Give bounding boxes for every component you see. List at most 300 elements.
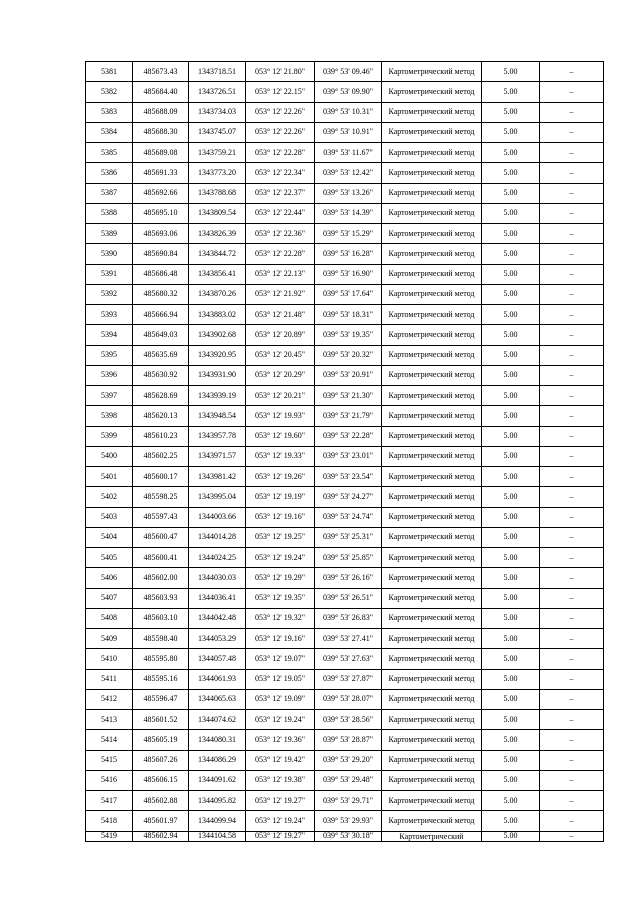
- x-coordinate-cell: 485691.33: [133, 163, 189, 183]
- longitude-cell: 039° 53' 29.20": [315, 750, 382, 770]
- longitude-cell: 039° 53' 23.01": [315, 446, 382, 466]
- precision-cell: 5.00: [482, 365, 540, 385]
- x-coordinate-cell: 485649.03: [133, 325, 189, 345]
- x-coordinate-cell: 485635.69: [133, 345, 189, 365]
- latitude-cell: 053° 12' 22.44": [246, 203, 315, 223]
- note-cell: –: [540, 467, 604, 487]
- precision-cell: 5.00: [482, 183, 540, 203]
- point-number-cell: 5400: [86, 446, 133, 466]
- y-coordinate-cell: 1343981.42: [189, 467, 246, 487]
- note-cell: –: [540, 82, 604, 102]
- note-cell: –: [540, 831, 604, 841]
- y-coordinate-cell: 1343809.54: [189, 203, 246, 223]
- latitude-cell: 053° 12' 22.37": [246, 183, 315, 203]
- precision-cell: 5.00: [482, 608, 540, 628]
- x-coordinate-cell: 485602.00: [133, 568, 189, 588]
- precision-cell: 5.00: [482, 143, 540, 163]
- longitude-cell: 039° 53' 12.42": [315, 163, 382, 183]
- latitude-cell: 053° 12' 19.35": [246, 588, 315, 608]
- method-cell: Картометрический метод: [382, 507, 482, 527]
- y-coordinate-cell: 1344003.66: [189, 507, 246, 527]
- method-cell: Картометрический метод: [382, 386, 482, 406]
- x-coordinate-cell: 485598.40: [133, 629, 189, 649]
- longitude-cell: 039° 53' 26.83": [315, 608, 382, 628]
- y-coordinate-cell: 1344036.41: [189, 588, 246, 608]
- precision-cell: 5.00: [482, 122, 540, 142]
- x-coordinate-cell: 485596.47: [133, 689, 189, 709]
- y-coordinate-cell: 1343948.54: [189, 406, 246, 426]
- longitude-cell: 039° 53' 20.91": [315, 365, 382, 385]
- y-coordinate-cell: 1343939.19: [189, 386, 246, 406]
- point-number-cell: 5406: [86, 568, 133, 588]
- longitude-cell: 039° 53' 16.28": [315, 244, 382, 264]
- method-cell: Картометрический метод: [382, 143, 482, 163]
- point-number-cell: 5402: [86, 487, 133, 507]
- note-cell: –: [540, 264, 604, 284]
- method-cell: Картометрический метод: [382, 203, 482, 223]
- y-coordinate-cell: 1344091.62: [189, 770, 246, 790]
- x-coordinate-cell: 485601.97: [133, 811, 189, 831]
- longitude-cell: 039° 53' 15.29": [315, 224, 382, 244]
- longitude-cell: 039° 53' 21.30": [315, 386, 382, 406]
- table-row: [86, 588, 604, 608]
- x-coordinate-cell: 485595.16: [133, 669, 189, 689]
- x-coordinate-cell: 485603.10: [133, 608, 189, 628]
- note-cell: –: [540, 730, 604, 750]
- y-coordinate-cell: 1343726.51: [189, 82, 246, 102]
- note-cell: –: [540, 406, 604, 426]
- point-number-cell: 5399: [86, 426, 133, 446]
- table-row: [86, 406, 604, 426]
- y-coordinate-cell: 1344065.63: [189, 689, 246, 709]
- latitude-cell: 053° 12' 21.80": [246, 62, 315, 82]
- longitude-cell: 039° 53' 28.56": [315, 710, 382, 730]
- method-cell: Картометрический метод: [382, 811, 482, 831]
- y-coordinate-cell: 1344024.25: [189, 548, 246, 568]
- table-row: [86, 386, 604, 406]
- table-row: [86, 649, 604, 669]
- y-coordinate-cell: 1344099.94: [189, 811, 246, 831]
- coordinates-table: [85, 61, 604, 842]
- point-number-cell: 5403: [86, 507, 133, 527]
- longitude-cell: 039° 53' 16.90": [315, 264, 382, 284]
- precision-cell: 5.00: [482, 568, 540, 588]
- precision-cell: 5.00: [482, 811, 540, 831]
- longitude-cell: 039° 53' 27.87": [315, 669, 382, 689]
- table-row: [86, 669, 604, 689]
- precision-cell: 5.00: [482, 244, 540, 264]
- latitude-cell: 053° 12' 19.24": [246, 811, 315, 831]
- longitude-cell: 039° 53' 26.51": [315, 588, 382, 608]
- y-coordinate-cell: 1343971.57: [189, 446, 246, 466]
- precision-cell: 5.00: [482, 649, 540, 669]
- latitude-cell: 053° 12' 22.26": [246, 122, 315, 142]
- x-coordinate-cell: 485605.19: [133, 730, 189, 750]
- note-cell: –: [540, 487, 604, 507]
- latitude-cell: 053° 12' 22.28": [246, 143, 315, 163]
- method-cell: Картометрический метод: [382, 406, 482, 426]
- y-coordinate-cell: 1344061.93: [189, 669, 246, 689]
- precision-cell: 5.00: [482, 386, 540, 406]
- latitude-cell: 053° 12' 20.89": [246, 325, 315, 345]
- table-row: [86, 244, 604, 264]
- note-cell: –: [540, 527, 604, 547]
- x-coordinate-cell: 485688.30: [133, 122, 189, 142]
- point-number-cell: 5415: [86, 750, 133, 770]
- longitude-cell: 039° 53' 17.64": [315, 284, 382, 304]
- method-cell: Картометрический метод: [382, 710, 482, 730]
- note-cell: –: [540, 426, 604, 446]
- precision-cell: 5.00: [482, 345, 540, 365]
- x-coordinate-cell: 485628.69: [133, 386, 189, 406]
- latitude-cell: 053° 12' 19.27": [246, 831, 315, 841]
- latitude-cell: 053° 12' 19.29": [246, 568, 315, 588]
- y-coordinate-cell: 1344074.62: [189, 710, 246, 730]
- longitude-cell: 039° 53' 28.87": [315, 730, 382, 750]
- longitude-cell: 039° 53' 30.18": [315, 831, 382, 841]
- precision-cell: 5.00: [482, 264, 540, 284]
- note-cell: –: [540, 750, 604, 770]
- method-cell: Картометрический: [382, 831, 482, 841]
- y-coordinate-cell: 1344057.48: [189, 649, 246, 669]
- note-cell: –: [540, 568, 604, 588]
- y-coordinate-cell: 1343844.72: [189, 244, 246, 264]
- latitude-cell: 053° 12' 19.32": [246, 608, 315, 628]
- table-row: [86, 791, 604, 811]
- method-cell: Картометрический метод: [382, 730, 482, 750]
- longitude-cell: 039° 53' 10.31": [315, 102, 382, 122]
- x-coordinate-cell: 485595.80: [133, 649, 189, 669]
- point-number-cell: 5388: [86, 203, 133, 223]
- y-coordinate-cell: 1344104.58: [189, 831, 246, 841]
- point-number-cell: 5381: [86, 62, 133, 82]
- x-coordinate-cell: 485602.25: [133, 446, 189, 466]
- table-row: [86, 163, 604, 183]
- table-row: [86, 325, 604, 345]
- x-coordinate-cell: 485606.15: [133, 770, 189, 790]
- latitude-cell: 053° 12' 22.26": [246, 102, 315, 122]
- table-row: [86, 750, 604, 770]
- table-row: [86, 426, 604, 446]
- point-number-cell: 5417: [86, 791, 133, 811]
- y-coordinate-cell: 1343902.68: [189, 325, 246, 345]
- note-cell: –: [540, 224, 604, 244]
- y-coordinate-cell: 1344030.03: [189, 568, 246, 588]
- table-row: [86, 62, 604, 82]
- note-cell: –: [540, 649, 604, 669]
- x-coordinate-cell: 485597.43: [133, 507, 189, 527]
- note-cell: –: [540, 365, 604, 385]
- method-cell: Картометрический метод: [382, 629, 482, 649]
- method-cell: Картометрический метод: [382, 305, 482, 325]
- latitude-cell: 053° 12' 19.07": [246, 649, 315, 669]
- point-number-cell: 5394: [86, 325, 133, 345]
- precision-cell: 5.00: [482, 284, 540, 304]
- longitude-cell: 039° 53' 24.74": [315, 507, 382, 527]
- longitude-cell: 039° 53' 29.48": [315, 770, 382, 790]
- table-row: [86, 467, 604, 487]
- precision-cell: 5.00: [482, 325, 540, 345]
- note-cell: –: [540, 588, 604, 608]
- latitude-cell: 053° 12' 19.09": [246, 689, 315, 709]
- y-coordinate-cell: 1343931.90: [189, 365, 246, 385]
- method-cell: Картометрический метод: [382, 527, 482, 547]
- x-coordinate-cell: 485689.08: [133, 143, 189, 163]
- x-coordinate-cell: 485620.13: [133, 406, 189, 426]
- x-coordinate-cell: 485630.92: [133, 365, 189, 385]
- longitude-cell: 039° 53' 09.90": [315, 82, 382, 102]
- x-coordinate-cell: 485600.17: [133, 467, 189, 487]
- note-cell: –: [540, 345, 604, 365]
- latitude-cell: 053° 12' 19.36": [246, 730, 315, 750]
- note-cell: –: [540, 608, 604, 628]
- table-row: [86, 183, 604, 203]
- y-coordinate-cell: 1343745.07: [189, 122, 246, 142]
- table-row: [86, 689, 604, 709]
- method-cell: Картометрический метод: [382, 750, 482, 770]
- precision-cell: 5.00: [482, 406, 540, 426]
- longitude-cell: 039° 53' 25.85": [315, 548, 382, 568]
- table-body: [86, 62, 604, 842]
- table-row: [86, 143, 604, 163]
- table-row: [86, 770, 604, 790]
- latitude-cell: 053° 12' 19.33": [246, 446, 315, 466]
- method-cell: Картометрический метод: [382, 426, 482, 446]
- table-row: [86, 548, 604, 568]
- latitude-cell: 053° 12' 21.48": [246, 305, 315, 325]
- precision-cell: 5.00: [482, 629, 540, 649]
- y-coordinate-cell: 1344086.29: [189, 750, 246, 770]
- point-number-cell: 5419: [86, 831, 133, 841]
- longitude-cell: 039° 53' 29.93": [315, 811, 382, 831]
- note-cell: –: [540, 325, 604, 345]
- note-cell: –: [540, 305, 604, 325]
- precision-cell: 5.00: [482, 791, 540, 811]
- point-number-cell: 5414: [86, 730, 133, 750]
- latitude-cell: 053° 12' 22.28": [246, 244, 315, 264]
- latitude-cell: 053° 12' 22.36": [246, 224, 315, 244]
- point-number-cell: 5416: [86, 770, 133, 790]
- x-coordinate-cell: 485610.23: [133, 426, 189, 446]
- point-number-cell: 5397: [86, 386, 133, 406]
- note-cell: –: [540, 811, 604, 831]
- table-row: [86, 284, 604, 304]
- point-number-cell: 5418: [86, 811, 133, 831]
- latitude-cell: 053° 12' 19.60": [246, 426, 315, 446]
- point-number-cell: 5386: [86, 163, 133, 183]
- x-coordinate-cell: 485598.25: [133, 487, 189, 507]
- latitude-cell: 053° 12' 19.19": [246, 487, 315, 507]
- note-cell: –: [540, 203, 604, 223]
- y-coordinate-cell: 1343957.78: [189, 426, 246, 446]
- table-row: [86, 507, 604, 527]
- x-coordinate-cell: 485602.88: [133, 791, 189, 811]
- note-cell: –: [540, 629, 604, 649]
- table-row: [86, 608, 604, 628]
- latitude-cell: 053° 12' 19.16": [246, 629, 315, 649]
- method-cell: Картометрический метод: [382, 608, 482, 628]
- precision-cell: 5.00: [482, 224, 540, 244]
- x-coordinate-cell: 485601.52: [133, 710, 189, 730]
- table-row: [86, 568, 604, 588]
- precision-cell: 5.00: [482, 507, 540, 527]
- method-cell: Картометрический метод: [382, 345, 482, 365]
- longitude-cell: 039° 53' 14.39": [315, 203, 382, 223]
- method-cell: Картометрический метод: [382, 102, 482, 122]
- precision-cell: 5.00: [482, 689, 540, 709]
- longitude-cell: 039° 53' 20.32": [315, 345, 382, 365]
- y-coordinate-cell: 1344095.82: [189, 791, 246, 811]
- latitude-cell: 053° 12' 19.42": [246, 750, 315, 770]
- precision-cell: 5.00: [482, 588, 540, 608]
- x-coordinate-cell: 485600.41: [133, 548, 189, 568]
- precision-cell: 5.00: [482, 710, 540, 730]
- longitude-cell: 039° 53' 22.28": [315, 426, 382, 446]
- point-number-cell: 5412: [86, 689, 133, 709]
- point-number-cell: 5401: [86, 467, 133, 487]
- precision-cell: 5.00: [482, 203, 540, 223]
- method-cell: Картометрический метод: [382, 284, 482, 304]
- precision-cell: 5.00: [482, 102, 540, 122]
- method-cell: Картометрический метод: [382, 122, 482, 142]
- method-cell: Картометрический метод: [382, 669, 482, 689]
- table-row: [86, 203, 604, 223]
- method-cell: Картометрический метод: [382, 467, 482, 487]
- precision-cell: 5.00: [482, 770, 540, 790]
- note-cell: –: [540, 284, 604, 304]
- point-number-cell: 5396: [86, 365, 133, 385]
- x-coordinate-cell: 485680.32: [133, 284, 189, 304]
- longitude-cell: 039° 53' 27.41": [315, 629, 382, 649]
- method-cell: Картометрический метод: [382, 548, 482, 568]
- latitude-cell: 053° 12' 19.16": [246, 507, 315, 527]
- note-cell: –: [540, 143, 604, 163]
- table-row: [86, 730, 604, 750]
- precision-cell: 5.00: [482, 487, 540, 507]
- method-cell: Картометрический метод: [382, 446, 482, 466]
- x-coordinate-cell: 485684.40: [133, 82, 189, 102]
- point-number-cell: 5385: [86, 143, 133, 163]
- method-cell: Картометрический метод: [382, 244, 482, 264]
- x-coordinate-cell: 485600.47: [133, 527, 189, 547]
- table-row: [86, 831, 604, 841]
- latitude-cell: 053° 12' 19.05": [246, 669, 315, 689]
- latitude-cell: 053° 12' 19.24": [246, 710, 315, 730]
- point-number-cell: 5409: [86, 629, 133, 649]
- note-cell: –: [540, 548, 604, 568]
- table-row: [86, 811, 604, 831]
- note-cell: –: [540, 163, 604, 183]
- x-coordinate-cell: 485603.93: [133, 588, 189, 608]
- method-cell: Картометрический метод: [382, 689, 482, 709]
- note-cell: –: [540, 446, 604, 466]
- note-cell: –: [540, 244, 604, 264]
- method-cell: Картометрический метод: [382, 365, 482, 385]
- method-cell: Картометрический метод: [382, 568, 482, 588]
- y-coordinate-cell: 1343788.68: [189, 183, 246, 203]
- latitude-cell: 053° 12' 19.38": [246, 770, 315, 790]
- y-coordinate-cell: 1344080.31: [189, 730, 246, 750]
- y-coordinate-cell: 1343718.51: [189, 62, 246, 82]
- x-coordinate-cell: 485688.09: [133, 102, 189, 122]
- latitude-cell: 053° 12' 20.29": [246, 365, 315, 385]
- y-coordinate-cell: 1343920.95: [189, 345, 246, 365]
- point-number-cell: 5392: [86, 284, 133, 304]
- precision-cell: 5.00: [482, 527, 540, 547]
- table-row: [86, 305, 604, 325]
- precision-cell: 5.00: [482, 467, 540, 487]
- longitude-cell: 039° 53' 28.07": [315, 689, 382, 709]
- longitude-cell: 039° 53' 27.63": [315, 649, 382, 669]
- y-coordinate-cell: 1343870.26: [189, 284, 246, 304]
- latitude-cell: 053° 12' 19.25": [246, 527, 315, 547]
- y-coordinate-cell: 1343734.03: [189, 102, 246, 122]
- method-cell: Картометрический метод: [382, 264, 482, 284]
- table-row: [86, 345, 604, 365]
- x-coordinate-cell: 485695.10: [133, 203, 189, 223]
- method-cell: Картометрический метод: [382, 588, 482, 608]
- latitude-cell: 053° 12' 20.21": [246, 386, 315, 406]
- y-coordinate-cell: 1343759.21: [189, 143, 246, 163]
- table-row: [86, 102, 604, 122]
- precision-cell: 5.00: [482, 831, 540, 841]
- note-cell: –: [540, 183, 604, 203]
- note-cell: –: [540, 669, 604, 689]
- latitude-cell: 053° 12' 20.45": [246, 345, 315, 365]
- x-coordinate-cell: 485607.26: [133, 750, 189, 770]
- point-number-cell: 5407: [86, 588, 133, 608]
- latitude-cell: 053° 12' 22.34": [246, 163, 315, 183]
- latitude-cell: 053° 12' 19.24": [246, 548, 315, 568]
- precision-cell: 5.00: [482, 82, 540, 102]
- x-coordinate-cell: 485673.43: [133, 62, 189, 82]
- y-coordinate-cell: 1343995.04: [189, 487, 246, 507]
- latitude-cell: 053° 12' 22.13": [246, 264, 315, 284]
- point-number-cell: 5382: [86, 82, 133, 102]
- point-number-cell: 5383: [86, 102, 133, 122]
- precision-cell: 5.00: [482, 730, 540, 750]
- longitude-cell: 039° 53' 18.31": [315, 305, 382, 325]
- method-cell: Картометрический метод: [382, 224, 482, 244]
- point-number-cell: 5410: [86, 649, 133, 669]
- point-number-cell: 5387: [86, 183, 133, 203]
- longitude-cell: 039° 53' 11.67": [315, 143, 382, 163]
- x-coordinate-cell: 485693.06: [133, 224, 189, 244]
- table-row: [86, 446, 604, 466]
- x-coordinate-cell: 485686.48: [133, 264, 189, 284]
- precision-cell: 5.00: [482, 62, 540, 82]
- method-cell: Картометрический метод: [382, 183, 482, 203]
- point-number-cell: 5384: [86, 122, 133, 142]
- note-cell: –: [540, 507, 604, 527]
- x-coordinate-cell: 485692.66: [133, 183, 189, 203]
- precision-cell: 5.00: [482, 163, 540, 183]
- table-row: [86, 710, 604, 730]
- note-cell: –: [540, 791, 604, 811]
- longitude-cell: 039° 53' 19.35": [315, 325, 382, 345]
- method-cell: Картометрический метод: [382, 325, 482, 345]
- longitude-cell: 039° 53' 09.46": [315, 62, 382, 82]
- table-row: [86, 527, 604, 547]
- precision-cell: 5.00: [482, 750, 540, 770]
- note-cell: –: [540, 386, 604, 406]
- x-coordinate-cell: 485666.94: [133, 305, 189, 325]
- point-number-cell: 5389: [86, 224, 133, 244]
- precision-cell: 5.00: [482, 426, 540, 446]
- x-coordinate-cell: 485690.84: [133, 244, 189, 264]
- x-coordinate-cell: 485602.94: [133, 831, 189, 841]
- table-row: [86, 365, 604, 385]
